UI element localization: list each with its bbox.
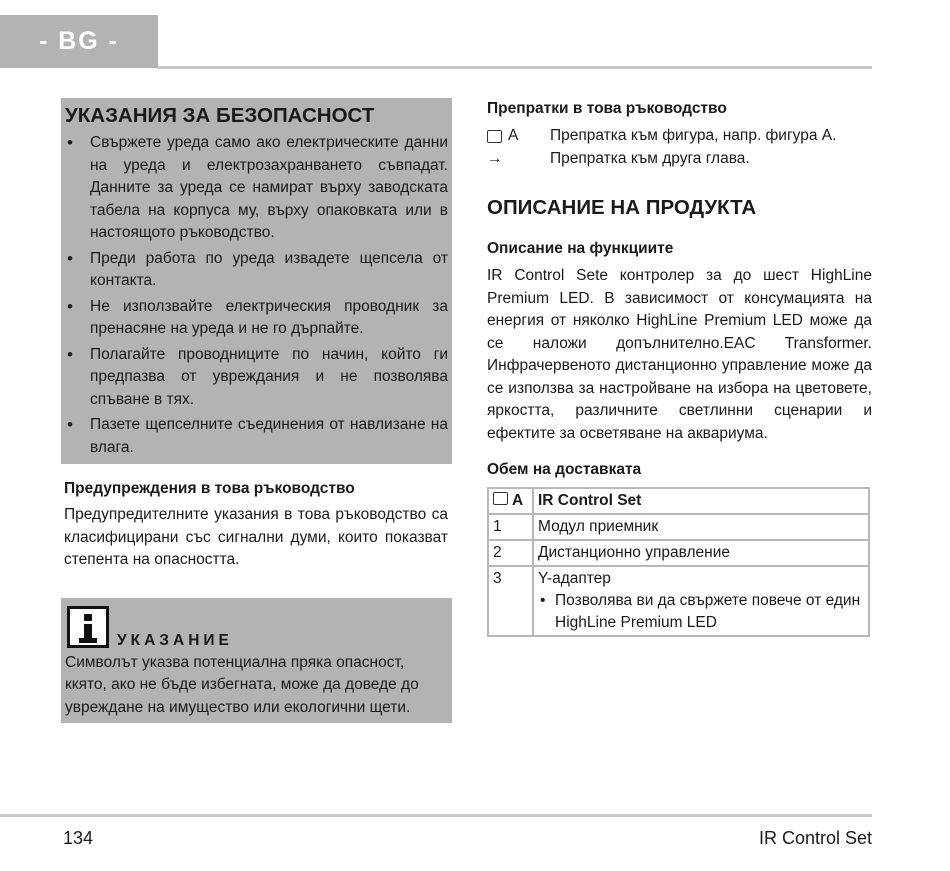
- footer-rule: [0, 814, 872, 817]
- warnings-heading: Предупреждения в това ръководство: [64, 480, 355, 497]
- function-heading: Описание на функциите: [487, 240, 674, 257]
- table-cell: 2: [488, 540, 533, 566]
- table-header-row: [488, 488, 869, 514]
- note-label: УКАЗАНИЕ: [117, 631, 233, 649]
- ref-text: Препратка към фигура, напр. фигура A.: [550, 127, 837, 144]
- note-box: [61, 598, 452, 724]
- right-column: [487, 98, 872, 637]
- language-tab: - BG -: [0, 15, 158, 68]
- refs-heading: Препратки в това ръководство: [487, 100, 727, 117]
- table-cell-item: Y-адаптер: [538, 570, 611, 587]
- arrow-right-icon: →: [487, 149, 503, 167]
- safety-item: • Не използвайте електрическия проводник за пренасяне на уреда и не го дърпайте.: [65, 296, 448, 341]
- header-rule: [158, 66, 872, 69]
- function-text: IR Control Sete контролер за до шест HighLine Premium LED. В зависимост от консумацията на енергия от няколко HighLine Premium LED може да се наложи допълнително.EAC Transformer. Инфрачервеното дистанционно управление може да се използва за настройване на избора на цветовете, яркостта, различните светлинни сценарии и ефектите за осветяване на аквариума.: [487, 267, 872, 442]
- table-row: [488, 566, 869, 636]
- table-cell: 3: [488, 566, 533, 636]
- safety-title: УКАЗАНИЯ ЗА БЕЗОПАСНОСТ: [65, 104, 375, 127]
- note-header: [65, 606, 448, 648]
- table-row: [488, 514, 869, 540]
- page-number: 134: [63, 828, 94, 848]
- left-column: [61, 98, 452, 723]
- footer-doc-title: IR Control Set: [758, 828, 872, 848]
- figure-box-icon: [493, 492, 508, 505]
- info-icon: [67, 606, 109, 648]
- safety-box: [61, 98, 452, 464]
- table-header-cell: A: [488, 488, 533, 514]
- safety-item: • Пазете щепселните съединения от навлизане на влага.: [65, 414, 448, 459]
- table-cell: Модул приемник: [533, 514, 869, 540]
- table-cell: 1: [488, 514, 533, 540]
- safety-item: • Свържете уреда само ако електрическите данни на уреда и електрозахранването съвпадат. Данните за уреда се намират върху заводската табела на корпуса му, върху опаковката или в настоящото ръководство.: [65, 132, 448, 245]
- ref-row-chapter: [487, 148, 872, 171]
- table-cell: Дистанционно управление: [533, 540, 869, 566]
- scope-heading: Обем на доставката: [487, 461, 642, 478]
- product-title: ОПИСАНИЕ НА ПРОДУКТА: [487, 196, 757, 219]
- ref-row-figure: [487, 125, 872, 148]
- note-text: Символът указва потенциална пряка опасност, ккято, ако не бъде избегната, може да доведе до увреждане на имущество или екологични щети.: [65, 653, 419, 716]
- safety-item: • Полагайте проводниците по начин, който ги предпазва от увреждания и не позволява спъване в тях.: [65, 344, 448, 412]
- warnings-text: Предупредителните указания в това ръководство са класифицирани със сигнални думи, които показват степента на опасността.: [64, 506, 448, 568]
- table-row: [488, 540, 869, 566]
- table-cell-note: • Позволява ви да свържете повече от един HighLine Premium LED: [538, 590, 864, 634]
- ref-symbol: A: [487, 125, 550, 148]
- figure-box-icon: [487, 130, 502, 143]
- ref-text: Препратка към друга глава.: [550, 149, 750, 167]
- safety-list: [65, 132, 448, 459]
- safety-item: • Преди работа по уреда извадете щепсела от контакта.: [65, 248, 448, 293]
- table-header-cell: IR Control Set: [533, 488, 869, 514]
- scope-table: [487, 487, 870, 637]
- table-cell: [533, 566, 869, 636]
